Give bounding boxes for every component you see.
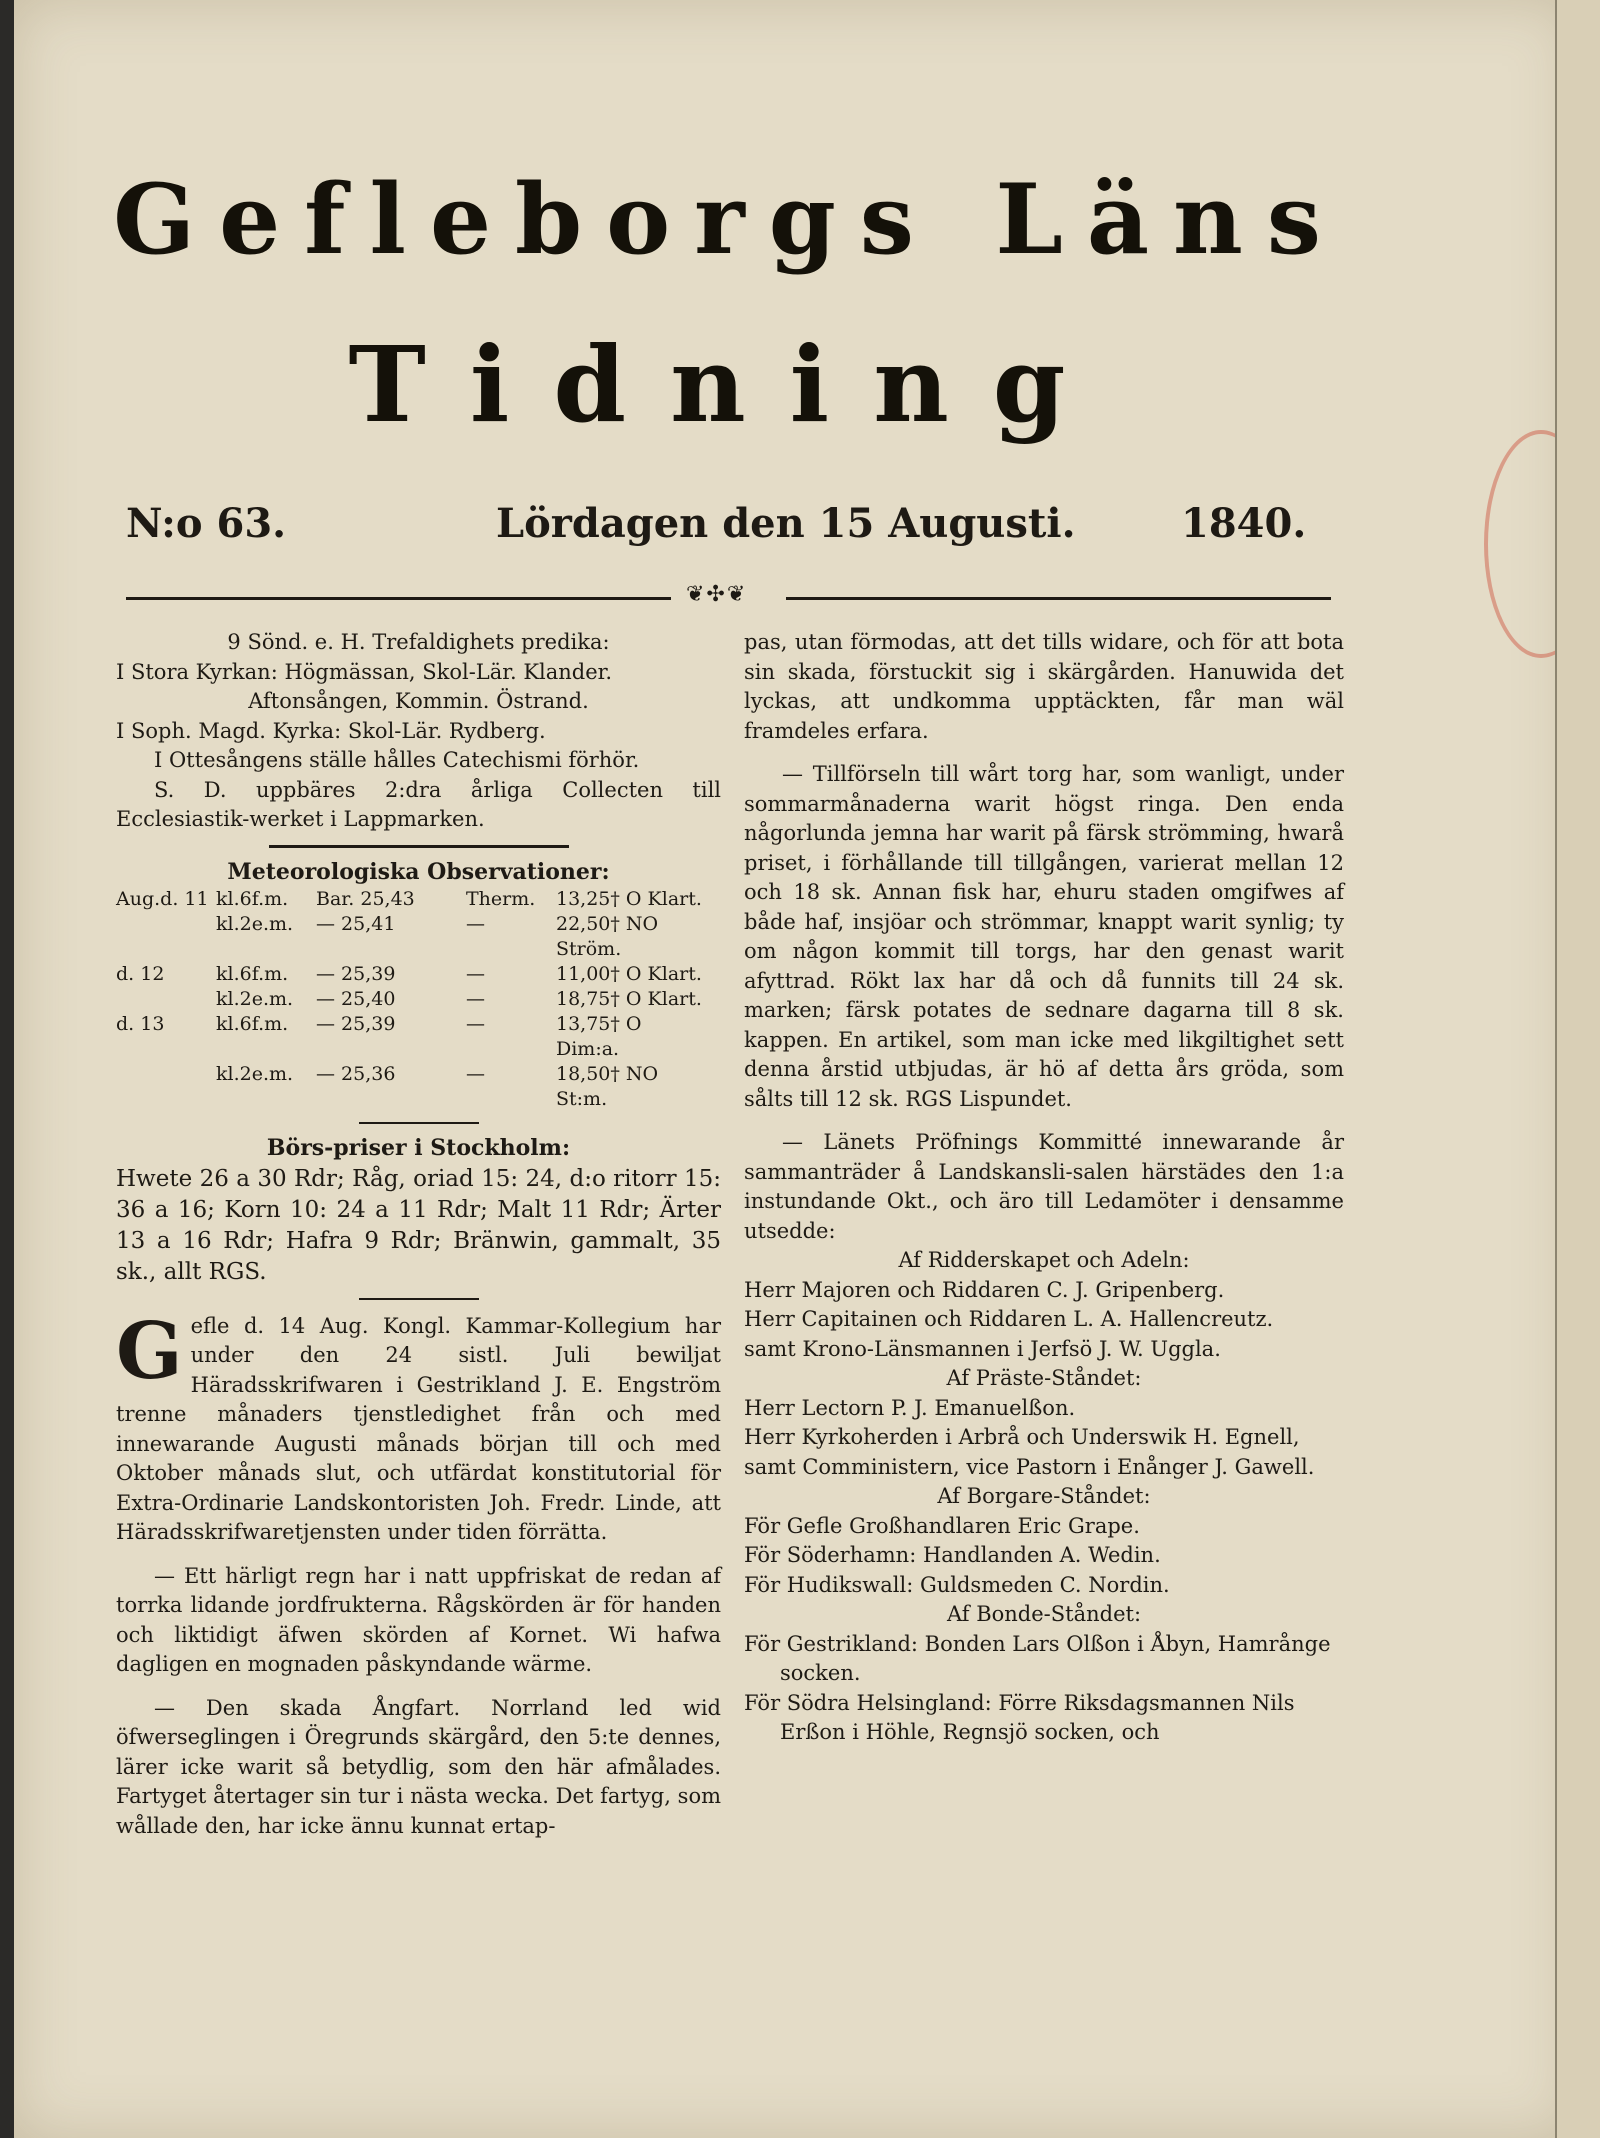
issue-line <box>126 500 1307 560</box>
table-row: kl.2e.m. — 25,40 — 18,75† O Klart. <box>216 988 702 1010</box>
ship-article: — Den skada Ångfart. Norrland led wid öfwerseglingen i Öregrunds skärgård, den 5:te dennes, lärer icke warit så betydlig, som den här afmålades. Fartyget återtager sin tur i nästa wecka. Det fartyg, som wållade den, har icke ännu kunnat ertap- <box>116 1695 721 1838</box>
gefle-article <box>116 1305 721 1548</box>
rain-article: — Ett härligt regn har i natt uppfriskat de redan af torrka lidande jordfrukterna. Rågskörden är för handen och liktidigt äfwen skörden af Kornet. Wi hafwa dagligen en mognaden påskyndande wärme. <box>116 1563 721 1676</box>
estate-member: samt Krono-Länsmannen i Jerfsö J. W. Uggla. <box>744 1336 1221 1361</box>
meteo-table <box>116 887 721 1112</box>
estate-member: För Hudikswall: Guldsmeden C. Nordin. <box>744 1572 1170 1597</box>
prices-text: Hwete 26 a 30 Rdr; Råg, oriad 15: 24, d:o ritorr 15: 36 a 16; Korn 10: 24 a 11 Rdr; Malt 11 Rdr; Ärter 13 a 16 Rdr; Hafra 9 Rdr; Bränwin, gammalt, 35 sk., allt RGS. <box>116 1165 721 1285</box>
table-row: kl.2e.m. — 25,36 — 18,50† NO St:m. <box>216 1063 659 1110</box>
left-column <box>116 628 721 1841</box>
estate-member: samt Comministern, vice Pastorn i Enånger J. Gawell. <box>744 1454 1315 1479</box>
table-row: d. 12 kl.6f.m. — 25,39 — 11,00† O Klart. <box>116 963 702 985</box>
dropcap: G <box>116 1305 183 1397</box>
sermon-line: I Stora Kyrkan: Högmässan, Skol-Lär. Klander. <box>116 659 613 684</box>
sermon-line: I Ottesångens ställe hålles Catechismi förhör. <box>154 748 640 772</box>
issue-number: N:o 63. <box>126 500 287 547</box>
ornamental-rule <box>126 582 1331 607</box>
estate-title: Af Bonde-Ståndet: <box>946 1602 1142 1626</box>
continued-text: pas, utan förmodas, att det tills widare, och för att bota sin skada, förstuckit sig i skärgården. Hanuwida det lyckas, att undkomma upptäckten, får man wäl framdeles erfara. <box>744 630 1344 743</box>
table-row: Aug.d. 11 kl.6f.m. Bar. 25,43 Therm. 13,25† O Klart. <box>116 888 702 910</box>
sermon-line: Aftonsången, Kommin. Östrand. <box>248 689 589 713</box>
estate-member: För Söderhamn: Handlanden A. Wedin. <box>744 1543 1161 1567</box>
estate-member: För Södra Helsingland: Förre Riksdagsmannen Nils Erßon i Höhle, Regnsjö socken, och <box>744 1690 1295 1744</box>
committee-article: — Länets Pröfnings Kommitté innewarande år sammanträder å Landskansli-salen härstädes den 1:a instundande Okt., och äro till Ledamöter i densamme utsedde: <box>744 1130 1344 1243</box>
estate-member: För Gestrikland: Bonden Lars Olßon i Åbyn, Hamrånge socken. <box>744 1631 1331 1685</box>
sermon-line: S. D. uppbäres 2:dra årliga Collecten till Ecclesiastik-werket i Lappmarken. <box>116 777 721 831</box>
sermon-title: 9 Sönd. e. H. Trefaldighets predika: <box>227 630 610 654</box>
table-row: d. 13 kl.6f.m. — 25,39 — 13,75† O Dim:a. <box>116 1013 642 1060</box>
masthead <box>104 160 1354 450</box>
masthead-line2: Tidning <box>348 323 1110 446</box>
newspaper-page <box>14 0 1574 2138</box>
estate-title: Af Präste-Ståndet: <box>946 1366 1142 1390</box>
gefle-text: efle d. 14 Aug. Kongl. Kammar-Kollegium har under den 24 sistl. Juli bewiljat Häradsskrifwaren i Gestrikland J. E. Engström trenne månaders tjenstledighet från och med innewarande Augusti månads början till och med Oktober månads slut, och utfärdat konstitutorial för Extra-Ordinarie Landskontoristen Joh. Fredr. Linde, att Häradsskrifwaretjensten under tiden förrätta. <box>116 1313 721 1544</box>
market-article: — Tillförseln till wårt torg har, som wanligt, under sommarmånaderna warit högst ringa. Den enda någorlunda jemna har warit på färsk strömming, hwarå priset, i förhållande till tillgången, varierat mellan 12 och 18 sk. Annan fisk har, ehuru staden omgifwes af både haf, insjöar och strömmar, knappt warit synlig; ty om någon kommit till torgs, har den genast warit afyttrad. Rökt lax har då och då funnits till 24 sk. marken; färsk potates de sednare dagarna till 8 sk. kappen. En artikel, som man icke med likgiltighet sett denna årstid utbjudas, är hö af detta års gröda, som sålts till 12 sk. RGS Lispundet. <box>744 762 1344 1111</box>
divider <box>359 1298 479 1300</box>
estate-member: Herr Kyrkoherden i Arbrå och Underswik H. Egnell, <box>744 1425 1300 1449</box>
sermon-line: I Soph. Magd. Kyrka: Skol-Lär. Rydberg. <box>116 718 546 743</box>
estate-title: Af Ridderskapet och Adeln: <box>898 1248 1190 1272</box>
right-column <box>744 628 1344 1748</box>
estate-member: Herr Majoren och Riddaren C. J. Gripenberg. <box>744 1277 1225 1302</box>
estate-member: Herr Lectorn P. J. Emanuelßon. <box>744 1395 1076 1420</box>
ornament-icon: ❦✣❦ <box>686 582 748 607</box>
book-spine <box>1555 0 1600 2138</box>
issue-date: Lördagen den 15 Augusti. <box>496 500 1076 547</box>
prices-title: Börs-priser i Stockholm: <box>266 1135 571 1161</box>
estate-member: För Gefle Großhandlaren Eric Grape. <box>744 1513 1140 1538</box>
issue-year: 1840. <box>1181 500 1307 547</box>
divider <box>359 1122 479 1124</box>
masthead-line1: Gefleborgs Läns <box>113 163 1345 276</box>
estate-title: Af Borgare-Ståndet: <box>937 1484 1151 1508</box>
meteo-title: Meteorologiska Observationer: <box>227 858 610 885</box>
table-row: kl.2e.m. — 25,41 — 22,50† NO Ström. <box>216 913 659 960</box>
divider <box>269 845 569 848</box>
estate-member: Herr Capitainen och Riddaren L. A. Hallencreutz. <box>744 1307 1274 1331</box>
